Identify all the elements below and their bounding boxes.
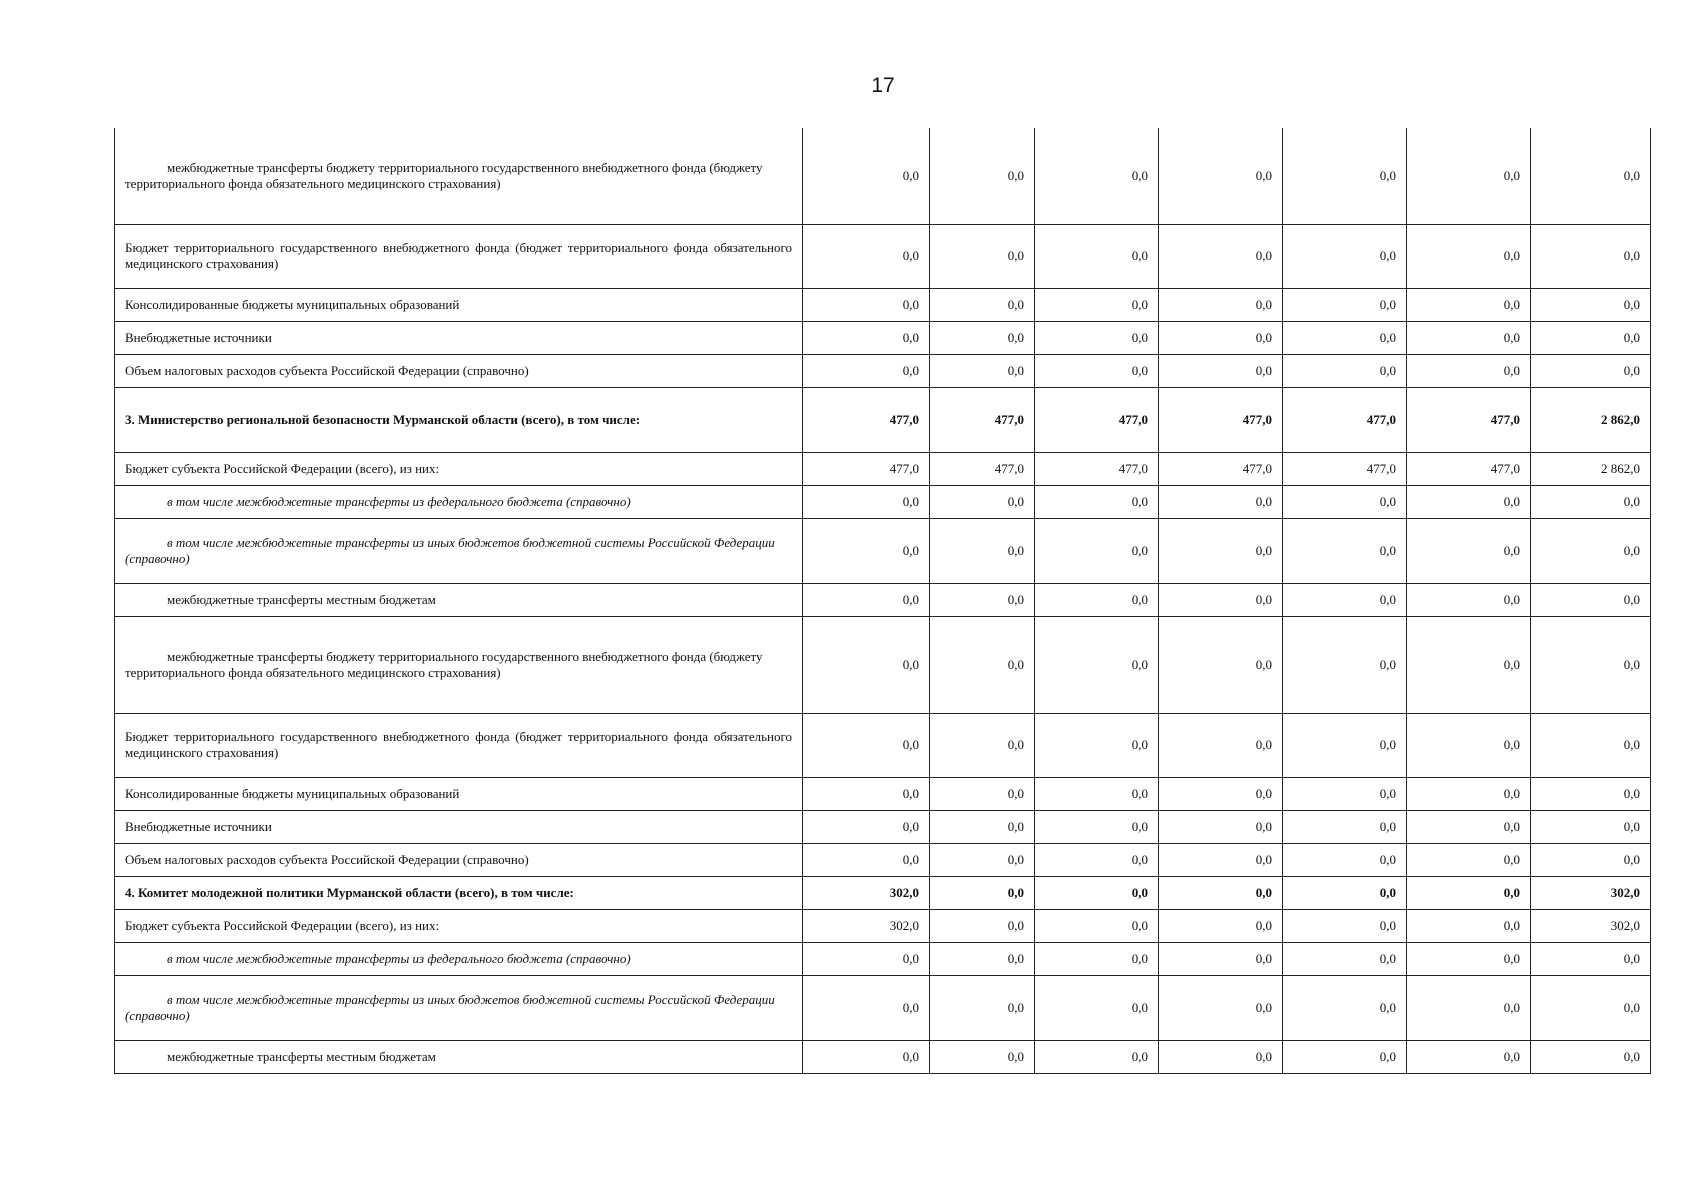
value-cell-3: 0,0 <box>1035 583 1159 616</box>
value-cell-4: 0,0 <box>1159 876 1283 909</box>
value-cell-2: 0,0 <box>930 288 1035 321</box>
value-cell-3: 0,0 <box>1035 876 1159 909</box>
value-cell-1: 0,0 <box>803 942 930 975</box>
value-cell-3: 0,0 <box>1035 485 1159 518</box>
row-label-cell <box>115 452 803 485</box>
value-cell-2: 477,0 <box>930 387 1035 452</box>
value-cell-5: 0,0 <box>1283 518 1407 583</box>
table-row <box>115 616 1651 713</box>
value-cell-4: 0,0 <box>1159 1040 1283 1073</box>
value-cell-4: 0,0 <box>1159 843 1283 876</box>
value-cell-2: 0,0 <box>930 1040 1035 1073</box>
value-cell-3: 477,0 <box>1035 387 1159 452</box>
table-row <box>115 975 1651 1040</box>
budget-table-container <box>114 128 1650 1074</box>
value-cell-2: 0,0 <box>930 128 1035 224</box>
value-cell-6: 0,0 <box>1407 224 1531 288</box>
row-label: межбюджетные трансферты местным бюджетам <box>167 1048 436 1064</box>
value-cell-5: 0,0 <box>1283 713 1407 777</box>
table-row <box>115 876 1651 909</box>
value-cell-2: 0,0 <box>930 518 1035 583</box>
value-cell-3: 0,0 <box>1035 909 1159 942</box>
table-row <box>115 843 1651 876</box>
value-cell-6: 0,0 <box>1407 975 1531 1040</box>
row-label-cell <box>115 713 803 777</box>
value-cell-6: 0,0 <box>1407 321 1531 354</box>
value-cell-3: 0,0 <box>1035 975 1159 1040</box>
value-cell-7: 0,0 <box>1531 975 1651 1040</box>
value-cell-2: 0,0 <box>930 224 1035 288</box>
value-cell-6: 0,0 <box>1407 354 1531 387</box>
row-label: в том числе межбюджетные трансферты из иных бюджетов бюджетной системы Российской Федерации (справочно) <box>125 534 775 566</box>
value-cell-2: 477,0 <box>930 452 1035 485</box>
value-cell-1: 0,0 <box>803 975 930 1040</box>
value-cell-2: 0,0 <box>930 616 1035 713</box>
row-label: 3. Министерство региональной безопасности Мурманской области (всего), в том числе: <box>125 411 641 427</box>
value-cell-4: 0,0 <box>1159 518 1283 583</box>
value-cell-3: 0,0 <box>1035 321 1159 354</box>
value-cell-2: 0,0 <box>930 713 1035 777</box>
value-cell-7: 0,0 <box>1531 713 1651 777</box>
value-cell-7: 0,0 <box>1531 583 1651 616</box>
value-cell-6: 0,0 <box>1407 1040 1531 1073</box>
value-cell-1: 0,0 <box>803 810 930 843</box>
value-cell-3: 0,0 <box>1035 288 1159 321</box>
value-cell-2: 0,0 <box>930 354 1035 387</box>
value-cell-7: 0,0 <box>1531 843 1651 876</box>
value-cell-6: 477,0 <box>1407 387 1531 452</box>
value-cell-5: 477,0 <box>1283 452 1407 485</box>
value-cell-1: 0,0 <box>803 485 930 518</box>
value-cell-1: 0,0 <box>803 616 930 713</box>
value-cell-4: 0,0 <box>1159 777 1283 810</box>
value-cell-6: 0,0 <box>1407 777 1531 810</box>
value-cell-1: 0,0 <box>803 128 930 224</box>
row-label: в том числе межбюджетные трансферты из федерального бюджета (справочно) <box>167 950 631 966</box>
row-label-cell <box>115 616 803 713</box>
value-cell-3: 0,0 <box>1035 128 1159 224</box>
row-label: Внебюджетные источники <box>125 818 272 834</box>
value-cell-6: 0,0 <box>1407 288 1531 321</box>
value-cell-2: 0,0 <box>930 975 1035 1040</box>
table-row <box>115 485 1651 518</box>
value-cell-3: 477,0 <box>1035 452 1159 485</box>
table-row <box>115 452 1651 485</box>
row-label-cell <box>115 583 803 616</box>
value-cell-5: 0,0 <box>1283 1040 1407 1073</box>
row-label-cell <box>115 224 803 288</box>
row-label: Бюджет субъекта Российской Федерации (всего), из них: <box>125 917 440 933</box>
table-row <box>115 1040 1651 1073</box>
row-label-cell <box>115 387 803 452</box>
row-label-cell <box>115 810 803 843</box>
value-cell-6: 0,0 <box>1407 128 1531 224</box>
row-label-cell <box>115 1040 803 1073</box>
value-cell-6: 0,0 <box>1407 485 1531 518</box>
value-cell-1: 0,0 <box>803 224 930 288</box>
value-cell-7: 0,0 <box>1531 942 1651 975</box>
value-cell-7: 0,0 <box>1531 518 1651 583</box>
table-row <box>115 583 1651 616</box>
value-cell-2: 0,0 <box>930 321 1035 354</box>
table-row <box>115 909 1651 942</box>
value-cell-2: 0,0 <box>930 876 1035 909</box>
page-number: 17 <box>871 74 895 97</box>
value-cell-6: 0,0 <box>1407 518 1531 583</box>
row-label-cell <box>115 321 803 354</box>
value-cell-7: 0,0 <box>1531 321 1651 354</box>
value-cell-4: 0,0 <box>1159 288 1283 321</box>
budget-table-body <box>115 128 1651 1073</box>
value-cell-7: 0,0 <box>1531 485 1651 518</box>
row-label: Объем налоговых расходов субъекта Российской Федерации (справочно) <box>125 362 529 378</box>
value-cell-7: 0,0 <box>1531 224 1651 288</box>
value-cell-7: 0,0 <box>1531 354 1651 387</box>
value-cell-1: 0,0 <box>803 321 930 354</box>
value-cell-3: 0,0 <box>1035 518 1159 583</box>
row-label: межбюджетные трансферты местным бюджетам <box>167 591 436 607</box>
value-cell-7: 2 862,0 <box>1531 452 1651 485</box>
row-label: Консолидированные бюджеты муниципальных образований <box>125 296 460 312</box>
row-label: в том числе межбюджетные трансферты из иных бюджетов бюджетной системы Российской Федерации (справочно) <box>125 991 775 1023</box>
value-cell-3: 0,0 <box>1035 810 1159 843</box>
value-cell-1: 0,0 <box>803 1040 930 1073</box>
table-row <box>115 777 1651 810</box>
value-cell-5: 0,0 <box>1283 616 1407 713</box>
row-label-cell <box>115 942 803 975</box>
row-label: Консолидированные бюджеты муниципальных образований <box>125 785 460 801</box>
value-cell-6: 0,0 <box>1407 942 1531 975</box>
row-label-cell <box>115 288 803 321</box>
value-cell-5: 0,0 <box>1283 975 1407 1040</box>
row-label: Внебюджетные источники <box>125 329 272 345</box>
value-cell-6: 0,0 <box>1407 583 1531 616</box>
value-cell-7: 2 862,0 <box>1531 387 1651 452</box>
value-cell-5: 0,0 <box>1283 876 1407 909</box>
value-cell-4: 0,0 <box>1159 909 1283 942</box>
value-cell-1: 302,0 <box>803 876 930 909</box>
value-cell-4: 0,0 <box>1159 616 1283 713</box>
table-row <box>115 942 1651 975</box>
table-row <box>115 288 1651 321</box>
value-cell-3: 0,0 <box>1035 616 1159 713</box>
budget-table <box>114 128 1651 1074</box>
table-row <box>115 128 1651 224</box>
value-cell-2: 0,0 <box>930 583 1035 616</box>
value-cell-7: 302,0 <box>1531 876 1651 909</box>
table-row <box>115 321 1651 354</box>
row-label: межбюджетные трансферты бюджету территориального государственного внебюджетного фонда (бюджету территориального фонда обязательного медицинского страхования) <box>125 648 763 680</box>
row-label: Объем налоговых расходов субъекта Российской Федерации (справочно) <box>125 851 529 867</box>
value-cell-1: 0,0 <box>803 518 930 583</box>
value-cell-7: 0,0 <box>1531 810 1651 843</box>
value-cell-1: 0,0 <box>803 843 930 876</box>
value-cell-5: 0,0 <box>1283 288 1407 321</box>
value-cell-2: 0,0 <box>930 777 1035 810</box>
value-cell-2: 0,0 <box>930 843 1035 876</box>
value-cell-7: 0,0 <box>1531 288 1651 321</box>
value-cell-4: 0,0 <box>1159 485 1283 518</box>
value-cell-5: 0,0 <box>1283 810 1407 843</box>
value-cell-5: 0,0 <box>1283 909 1407 942</box>
value-cell-2: 0,0 <box>930 485 1035 518</box>
row-label: в том числе межбюджетные трансферты из федерального бюджета (справочно) <box>167 493 631 509</box>
value-cell-5: 0,0 <box>1283 224 1407 288</box>
row-label: Бюджет территориального государственного внебюджетного фонда (бюджет территориального фонда обязательного медицинского страхования) <box>125 729 792 760</box>
value-cell-6: 0,0 <box>1407 909 1531 942</box>
table-row <box>115 387 1651 452</box>
row-label-cell <box>115 876 803 909</box>
row-label-cell <box>115 354 803 387</box>
value-cell-6: 0,0 <box>1407 810 1531 843</box>
value-cell-3: 0,0 <box>1035 354 1159 387</box>
value-cell-4: 0,0 <box>1159 942 1283 975</box>
value-cell-7: 0,0 <box>1531 1040 1651 1073</box>
value-cell-1: 0,0 <box>803 713 930 777</box>
row-label: Бюджет субъекта Российской Федерации (всего), из них: <box>125 460 440 476</box>
row-label-cell <box>115 909 803 942</box>
value-cell-6: 0,0 <box>1407 616 1531 713</box>
value-cell-5: 0,0 <box>1283 354 1407 387</box>
value-cell-1: 0,0 <box>803 288 930 321</box>
value-cell-3: 0,0 <box>1035 942 1159 975</box>
table-row <box>115 713 1651 777</box>
value-cell-2: 0,0 <box>930 810 1035 843</box>
table-row <box>115 224 1651 288</box>
value-cell-6: 0,0 <box>1407 713 1531 777</box>
value-cell-7: 302,0 <box>1531 909 1651 942</box>
value-cell-5: 477,0 <box>1283 387 1407 452</box>
value-cell-4: 477,0 <box>1159 387 1283 452</box>
value-cell-7: 0,0 <box>1531 128 1651 224</box>
table-row <box>115 518 1651 583</box>
value-cell-5: 0,0 <box>1283 485 1407 518</box>
value-cell-5: 0,0 <box>1283 942 1407 975</box>
value-cell-5: 0,0 <box>1283 777 1407 810</box>
value-cell-1: 302,0 <box>803 909 930 942</box>
value-cell-6: 0,0 <box>1407 876 1531 909</box>
row-label-cell <box>115 485 803 518</box>
value-cell-3: 0,0 <box>1035 843 1159 876</box>
value-cell-7: 0,0 <box>1531 777 1651 810</box>
value-cell-5: 0,0 <box>1283 583 1407 616</box>
value-cell-3: 0,0 <box>1035 713 1159 777</box>
value-cell-1: 0,0 <box>803 583 930 616</box>
value-cell-4: 0,0 <box>1159 713 1283 777</box>
row-label-cell <box>115 777 803 810</box>
row-label: межбюджетные трансферты бюджету территориального государственного внебюджетного фонда (бюджету территориального фонда обязательного медицинского страхования) <box>125 159 763 191</box>
table-row <box>115 810 1651 843</box>
value-cell-7: 0,0 <box>1531 616 1651 713</box>
value-cell-3: 0,0 <box>1035 224 1159 288</box>
row-label-cell <box>115 518 803 583</box>
row-label: Бюджет территориального государственного внебюджетного фонда (бюджет территориального фонда обязательного медицинского страхования) <box>125 240 792 271</box>
row-label-cell <box>115 843 803 876</box>
value-cell-1: 477,0 <box>803 452 930 485</box>
value-cell-4: 0,0 <box>1159 354 1283 387</box>
value-cell-6: 0,0 <box>1407 843 1531 876</box>
value-cell-4: 0,0 <box>1159 128 1283 224</box>
value-cell-1: 0,0 <box>803 354 930 387</box>
value-cell-4: 477,0 <box>1159 452 1283 485</box>
value-cell-1: 0,0 <box>803 777 930 810</box>
value-cell-2: 0,0 <box>930 942 1035 975</box>
value-cell-4: 0,0 <box>1159 975 1283 1040</box>
table-row <box>115 354 1651 387</box>
value-cell-5: 0,0 <box>1283 843 1407 876</box>
value-cell-5: 0,0 <box>1283 128 1407 224</box>
row-label-cell <box>115 128 803 224</box>
value-cell-4: 0,0 <box>1159 810 1283 843</box>
value-cell-4: 0,0 <box>1159 321 1283 354</box>
value-cell-3: 0,0 <box>1035 1040 1159 1073</box>
row-label: 4. Комитет молодежной политики Мурманской области (всего), в том числе: <box>125 884 574 900</box>
value-cell-4: 0,0 <box>1159 224 1283 288</box>
value-cell-6: 477,0 <box>1407 452 1531 485</box>
row-label-cell <box>115 975 803 1040</box>
value-cell-5: 0,0 <box>1283 321 1407 354</box>
value-cell-2: 0,0 <box>930 909 1035 942</box>
value-cell-4: 0,0 <box>1159 583 1283 616</box>
value-cell-3: 0,0 <box>1035 777 1159 810</box>
value-cell-1: 477,0 <box>803 387 930 452</box>
